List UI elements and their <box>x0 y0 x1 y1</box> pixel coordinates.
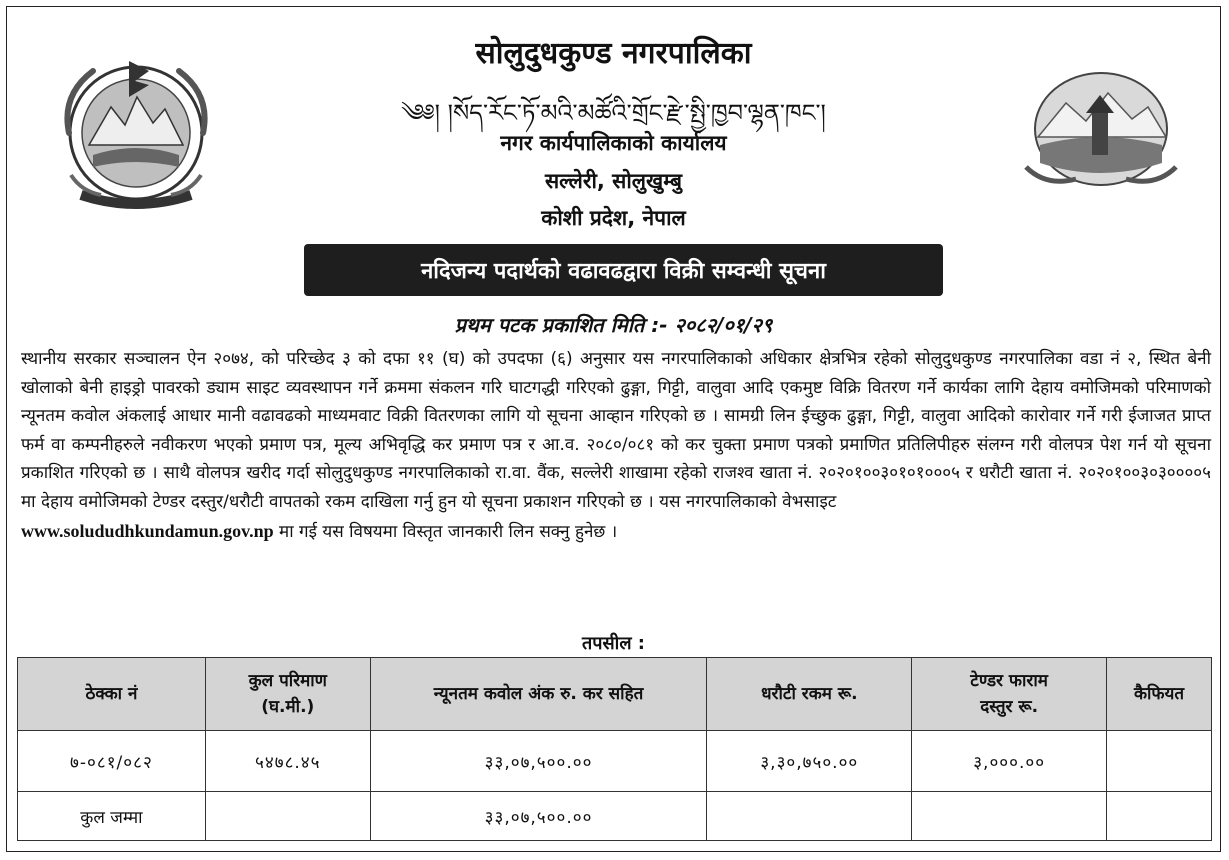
notice-closing: मा गई यस विषयमा विस्तृत जानकारी लिन सक्नु हुनेछ । <box>273 521 618 542</box>
cell-empty <box>205 792 370 841</box>
notice-banner: नदिजन्य पदार्थको वढावढद्वारा विक्री सम्वन्धी सूचना <box>304 244 943 296</box>
header-total-quantity-line2: (घ.मी.) <box>261 697 315 717</box>
cell-empty <box>1107 792 1212 841</box>
publication-date: प्रथम पटक प्रकाशित मिति :- २०८२/०१/२९ <box>454 313 773 337</box>
header-tender-fee-line1: टेण्डर फाराम <box>970 671 1048 691</box>
notice-header <box>7 7 1220 252</box>
notice-paragraph: स्थानीय सरकार सञ्चालन ऐन २०७४, को परिच्छेद ३ को दफा ११ (घ) को उपदफा (६) अनुसार यस नगरपालिकाको अधिकार क्षेत्रभित्र रहेको सोलुदुधकुण्ड नगरपालिका वडा नं २, स्थित बेनी खोलाको बेनी हाइड्रो पावरको ड्याम साइट व्यवस्थापन गर्ने क्रममा संकलन गरि घाटगद्धी गरिएको ढुङ्गा, गिट्टी, वालुवा आदि एकमुष्ट विक्रि वितरण गर्ने कार्यका लागि देहाय वमोजिमको परिमाणको न्यूनतम कवोल अंकलाई आधार मानी वढावढको माध्यमवाट विक्री वितरणका लागि यो सूचना आव्हान गरिएको छ । सामग्री लिन ईच्छुक ढुङ्गा, गिट्टी, वालुवा आदिको कारोवार गर्ने गरी ईजाजत प्राप्त फर्म वा कम्पनीहरुले नवीकरण भएको प्रमाण पत्र, मूल्य अभिवृद्धि कर प्रमाण पत्र र आ.व. २०८०/०८१ को कर चुक्ता प्रमाण पत्रको प्रमाणित प्रतिलिपीहरु संलग्न गरी वोलपत्र पेश गर्न यो सूचना प्रकाशित गरिएको छ । साथै वोलपत्र खरीद गर्दा सोलुदुधकुण्ड नगरपालिकाको रा.वा. वैंक, सल्लेरी शाखामा रहेको राजश्व खाता नं. २०२०१००३०१०१०००५ र धरौटी खाता नं. २०२०१००३०३००००५ मा देहाय वमोजिमको टेण्डर दस्तुर/धरौटी वापतको रकम दाखिला गर्नु हुन यो सूचना प्रकाशन गरिएको छ । यस नगरपालिकाको वेभसाइट <box>21 349 1211 512</box>
notice-body <box>21 345 1211 546</box>
cell-contract-no: ७-०८१/०८२ <box>18 731 206 792</box>
municipality-logo-icon <box>1016 67 1186 197</box>
cell-remarks <box>1107 731 1212 792</box>
cell-empty <box>707 792 912 841</box>
website-link[interactable]: www.solududhkundamun.gov.np <box>21 520 274 541</box>
header-deposit: धरौटी रकम रू. <box>707 658 912 731</box>
cell-total-quantity: ५४७८.४५ <box>205 731 370 792</box>
details-heading: तपसील : <box>582 633 645 654</box>
cell-total-label: कुल जम्मा <box>18 792 206 841</box>
header-contract-no: ठेक्का नं <box>18 658 206 731</box>
header-tender-fee-line2: दस्तुर रू. <box>980 697 1039 717</box>
notice-page <box>6 6 1221 852</box>
header-min-bid: न्यूनतम कवोल अंक रु. कर सहित <box>370 658 707 731</box>
tibetan-title: ༄༅། །སོད་རོང་ཏོ་མའི་མཚོའི་གྲོང་རྫེ་སྤྱི་ཁྱབ་ལྷན་ཁང་། <box>401 99 826 127</box>
address-line-1: सल्लेरी, सोलुखुम्बु <box>544 169 683 193</box>
tender-details-table <box>17 657 1212 841</box>
municipality-title: सोलुदुधकुण्ड नगरपालिका <box>475 36 752 71</box>
header-total-quantity <box>205 658 370 731</box>
header-tender-fee <box>912 658 1107 731</box>
table-row <box>18 731 1212 792</box>
table-total-row <box>18 792 1212 841</box>
office-name: नगर कार्यपालिकाको कार्यालय <box>500 131 727 155</box>
cell-tender-fee: ३,०००.०० <box>912 731 1107 792</box>
cell-deposit: ३,३०,७५०.०० <box>707 731 912 792</box>
cell-min-bid: ३३,०७,५००.०० <box>370 731 707 792</box>
address-line-2: कोशी प्रदेश, नेपाल <box>541 206 686 230</box>
table-header-row <box>18 658 1212 731</box>
header-total-quantity-line1: कुल परिमाण <box>248 671 327 691</box>
cell-empty <box>912 792 1107 841</box>
header-remarks: कैफियत <box>1107 658 1212 731</box>
cell-total-min-bid: ३३,०७,५००.०० <box>370 792 707 841</box>
